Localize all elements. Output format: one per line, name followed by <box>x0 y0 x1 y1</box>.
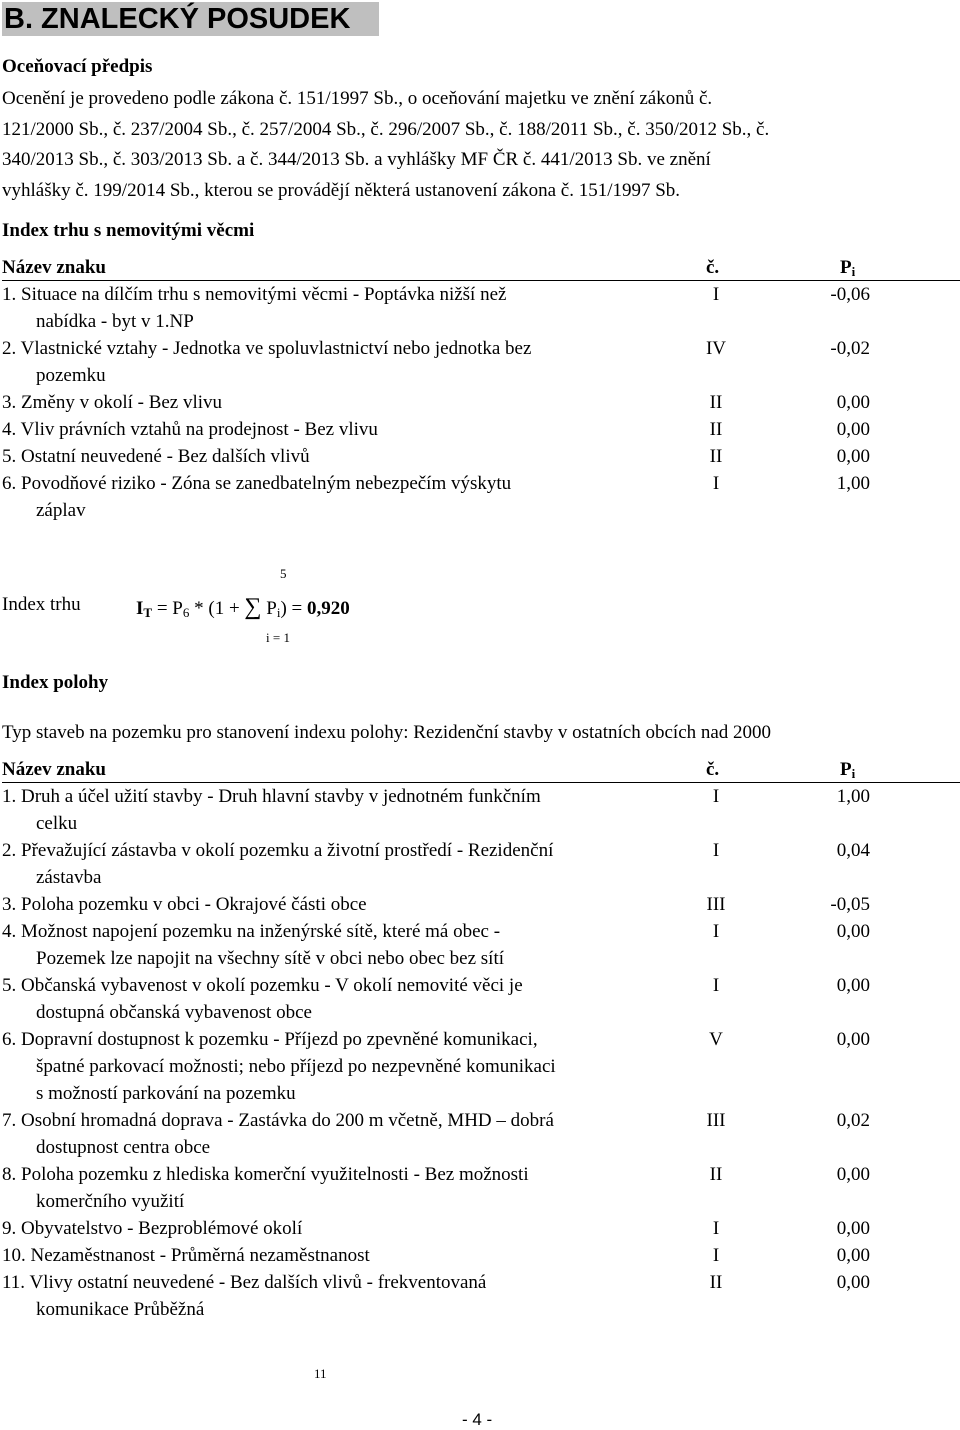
table-row <box>2 972 960 1026</box>
row-label-line: 6. Povodňové riziko - Zóna se zanedbatelným nebezpečím výskytu <box>2 473 512 494</box>
predpis-heading: Oceňovací předpis <box>2 56 153 77</box>
row-label-line: zástavba <box>36 867 102 888</box>
index-polohy-table <box>2 756 960 1323</box>
row-value: -0,06 <box>830 284 870 305</box>
col-name-header: Název znaku <box>2 759 106 780</box>
row-value: 0,04 <box>836 840 870 861</box>
row-value: 0,00 <box>836 1272 870 1293</box>
table-header <box>2 756 960 783</box>
row-label <box>2 891 367 918</box>
row-class: I <box>712 975 720 996</box>
row-class: I <box>712 473 720 494</box>
sigma-symbol: ∑ <box>244 594 262 620</box>
row-label-line: pozemku <box>36 365 106 386</box>
row-label <box>2 1242 370 1269</box>
row-class: I <box>712 1245 720 1266</box>
formula-pi-sub: i <box>276 605 281 620</box>
row-label-line: dostupnost centra obce <box>36 1137 211 1158</box>
row-class: II <box>709 392 723 413</box>
row-value: 0,00 <box>836 446 870 467</box>
row-value: 0,00 <box>836 1029 870 1050</box>
row-label <box>2 1215 302 1242</box>
row-value: 0,00 <box>836 1245 870 1266</box>
row-label <box>2 1026 556 1107</box>
row-label <box>2 1269 486 1323</box>
table-row <box>2 837 960 891</box>
type-line: Typ staveb na pozemku pro stanovení indexu polohy: Rezidenční stavby v ostatních obcích nad 2000 <box>2 722 772 743</box>
row-label <box>2 1107 554 1161</box>
row-label-line: 5. Ostatní neuvedené - Bez dalších vlivů <box>2 446 310 467</box>
formula-upper-limit: 5 <box>280 566 287 581</box>
col-num-header: č. <box>706 759 720 780</box>
index-trhu-heading: Index trhu s nemovitými věcmi <box>2 220 255 241</box>
table-row <box>2 1161 960 1215</box>
row-label <box>2 470 511 524</box>
row-label-line: 10. Nezaměstnanost - Průměrná nezaměstnanost <box>2 1245 370 1266</box>
formula-close: ) = <box>280 598 303 619</box>
row-value: -0,05 <box>830 894 870 915</box>
row-class: III <box>706 1110 726 1131</box>
row-value: 0,02 <box>836 1110 870 1131</box>
row-class: I <box>712 921 720 942</box>
row-value: -0,02 <box>830 338 870 359</box>
row-label <box>2 416 378 443</box>
predpis-line: 340/2013 Sb., č. 303/2013 Sb. a č. 344/2013 Sb. a vyhlášky MF ČR č. 441/2013 Sb. ve znění <box>2 149 711 170</box>
row-label <box>2 335 531 389</box>
row-value: 1,00 <box>836 473 870 494</box>
formula-p6-sub: 6 <box>182 605 190 620</box>
table-row <box>2 918 960 972</box>
row-label-line: nabídka - byt v 1.NP <box>36 311 194 332</box>
table-row <box>2 470 960 524</box>
row-label-line: 1. Situace na dílčím trhu s nemovitými věcmi - Poptávka nižší než <box>2 284 507 305</box>
formula-result: 0,920 <box>307 598 350 619</box>
footnote-number: 11 <box>314 1366 327 1381</box>
predpis-line: 121/2000 Sb., č. 237/2004 Sb., č. 257/2004 Sb., č. 296/2007 Sb., č. 188/2011 Sb., č. 350/2012 Sb., č. <box>2 118 770 140</box>
row-label-line: celku <box>36 813 78 834</box>
predpis-line: Ocenění je provedeno podle zákona č. 151/1997 Sb., o oceňování majetku ve znění zákonů č. <box>2 88 713 109</box>
row-value: 0,00 <box>836 419 870 440</box>
row-class: I <box>712 840 720 861</box>
col-p-header: $P_i$ <box>840 759 856 781</box>
formula-mid2: * (1 + <box>194 598 240 619</box>
table-row <box>2 1026 960 1107</box>
table-row <box>2 281 960 335</box>
predpis-line: vyhlášky č. 199/2014 Sb., kterou se provádějí některá ustanovení zákona č. 151/1997 Sb. <box>2 179 681 201</box>
row-class: II <box>709 419 723 440</box>
row-label <box>2 918 504 972</box>
row-label-line: s možností parkování na pozemku <box>36 1083 296 1104</box>
row-value: 0,00 <box>836 1218 870 1239</box>
formula-lhs: I <box>136 598 144 619</box>
predpis-paragraph <box>2 84 958 206</box>
row-label-line: špatné parkovací možnosti; nebo příjezd po nezpevněné komunikaci <box>36 1056 556 1077</box>
row-class: II <box>709 1272 723 1293</box>
row-label-line: 11. Vlivy ostatní neuvedené - Bez dalších vlivů - frekventovaná <box>2 1272 487 1293</box>
row-class: II <box>709 446 723 467</box>
row-label-line: Pozemek lze napojit na všechny sítě v obci nebo obec bez sítí <box>36 948 504 969</box>
row-label-line: 4. Vliv právních vztahů na prodejnost - Bez vlivu <box>2 419 378 440</box>
row-label <box>2 837 553 891</box>
row-label <box>2 972 523 1026</box>
table-row <box>2 891 960 918</box>
index-trhu-table <box>2 254 960 524</box>
index-polohy-heading: Index polohy <box>2 672 109 693</box>
row-label-line: 5. Občanská vybavenost v okolí pozemku - V okolí nemovité věci je <box>2 975 523 996</box>
table-row <box>2 1215 960 1242</box>
row-class: V <box>709 1029 723 1050</box>
table-row <box>2 1107 960 1161</box>
formula-label: Index trhu <box>2 594 81 615</box>
row-value: 0,00 <box>836 392 870 413</box>
col-p-header: $P_i$ <box>840 257 856 279</box>
row-label-line: 1. Druh a účel užití stavby - Druh hlavní stavby v jednotném funkčním <box>2 786 541 807</box>
table-row <box>2 783 960 837</box>
table-row <box>2 335 960 389</box>
table-row <box>2 1242 960 1269</box>
row-label-line: dostupná občanská vybavenost obce <box>36 1002 312 1023</box>
row-label <box>2 1161 529 1215</box>
formula-lhs-sub: T <box>143 605 153 620</box>
row-label-line: 3. Změny v okolí - Bez vlivu <box>2 392 223 413</box>
col-name-header: Název znaku <box>2 257 106 278</box>
table-row <box>2 443 960 470</box>
row-label <box>2 281 506 335</box>
row-class: IV <box>705 338 727 359</box>
formula-expression <box>136 594 350 621</box>
row-value: 0,00 <box>836 975 870 996</box>
row-label-line: komunikace Průběžná <box>36 1299 205 1320</box>
row-label-line: komerčního využití <box>36 1191 185 1212</box>
index-polohy-rows <box>2 783 960 1323</box>
row-label-line: záplav <box>36 500 86 521</box>
formula-pi: P <box>266 598 277 619</box>
row-value: 1,00 <box>836 786 870 807</box>
row-class: III <box>706 894 726 915</box>
row-label-line: 9. Obyvatelstvo - Bezproblémové okolí <box>2 1218 303 1239</box>
row-label-line: 2. Vlastnické vztahy - Jednotka ve spoluvlastnictví nebo jednotka bez <box>2 338 532 359</box>
section-title: B. ZNALECKÝ POSUDEK <box>2 2 379 36</box>
table-row <box>2 416 960 443</box>
row-class: I <box>712 284 720 305</box>
index-trhu-rows <box>2 281 960 524</box>
row-label-line: 4. Možnost napojení pozemku na inženýrské sítě, které má obec - <box>2 921 501 942</box>
row-label-line: 2. Převažující zástavba v okolí pozemku a životní prostředí - Rezidenční <box>2 840 554 861</box>
page-number: - 4 - <box>462 1410 493 1429</box>
table-row <box>2 1269 960 1323</box>
row-label <box>2 443 310 470</box>
row-value: 0,00 <box>836 921 870 942</box>
row-label-line: 8. Poloha pozemku z hlediska komerční využitelnosti - Bez možnosti <box>2 1164 529 1185</box>
row-class: II <box>709 1164 723 1185</box>
table-row <box>2 389 960 416</box>
col-num-header: č. <box>706 257 720 278</box>
row-class: I <box>712 786 720 807</box>
row-label-line: 6. Dopravní dostupnost k pozemku - Příjezd po zpevněné komunikaci, <box>2 1029 538 1050</box>
table-header <box>2 254 960 281</box>
row-label-line: 3. Poloha pozemku v obci - Okrajové části obce <box>2 894 367 915</box>
row-label-line: 7. Osobní hromadná doprava - Zastávka do 200 m včetně, MHD – dobrá <box>2 1110 554 1131</box>
formula-mid1: = P <box>156 598 183 619</box>
row-value: 0,00 <box>836 1164 870 1185</box>
row-class: I <box>712 1218 720 1239</box>
row-label <box>2 389 222 416</box>
row-label <box>2 783 541 837</box>
formula-lower-limit: i = 1 <box>266 630 290 645</box>
